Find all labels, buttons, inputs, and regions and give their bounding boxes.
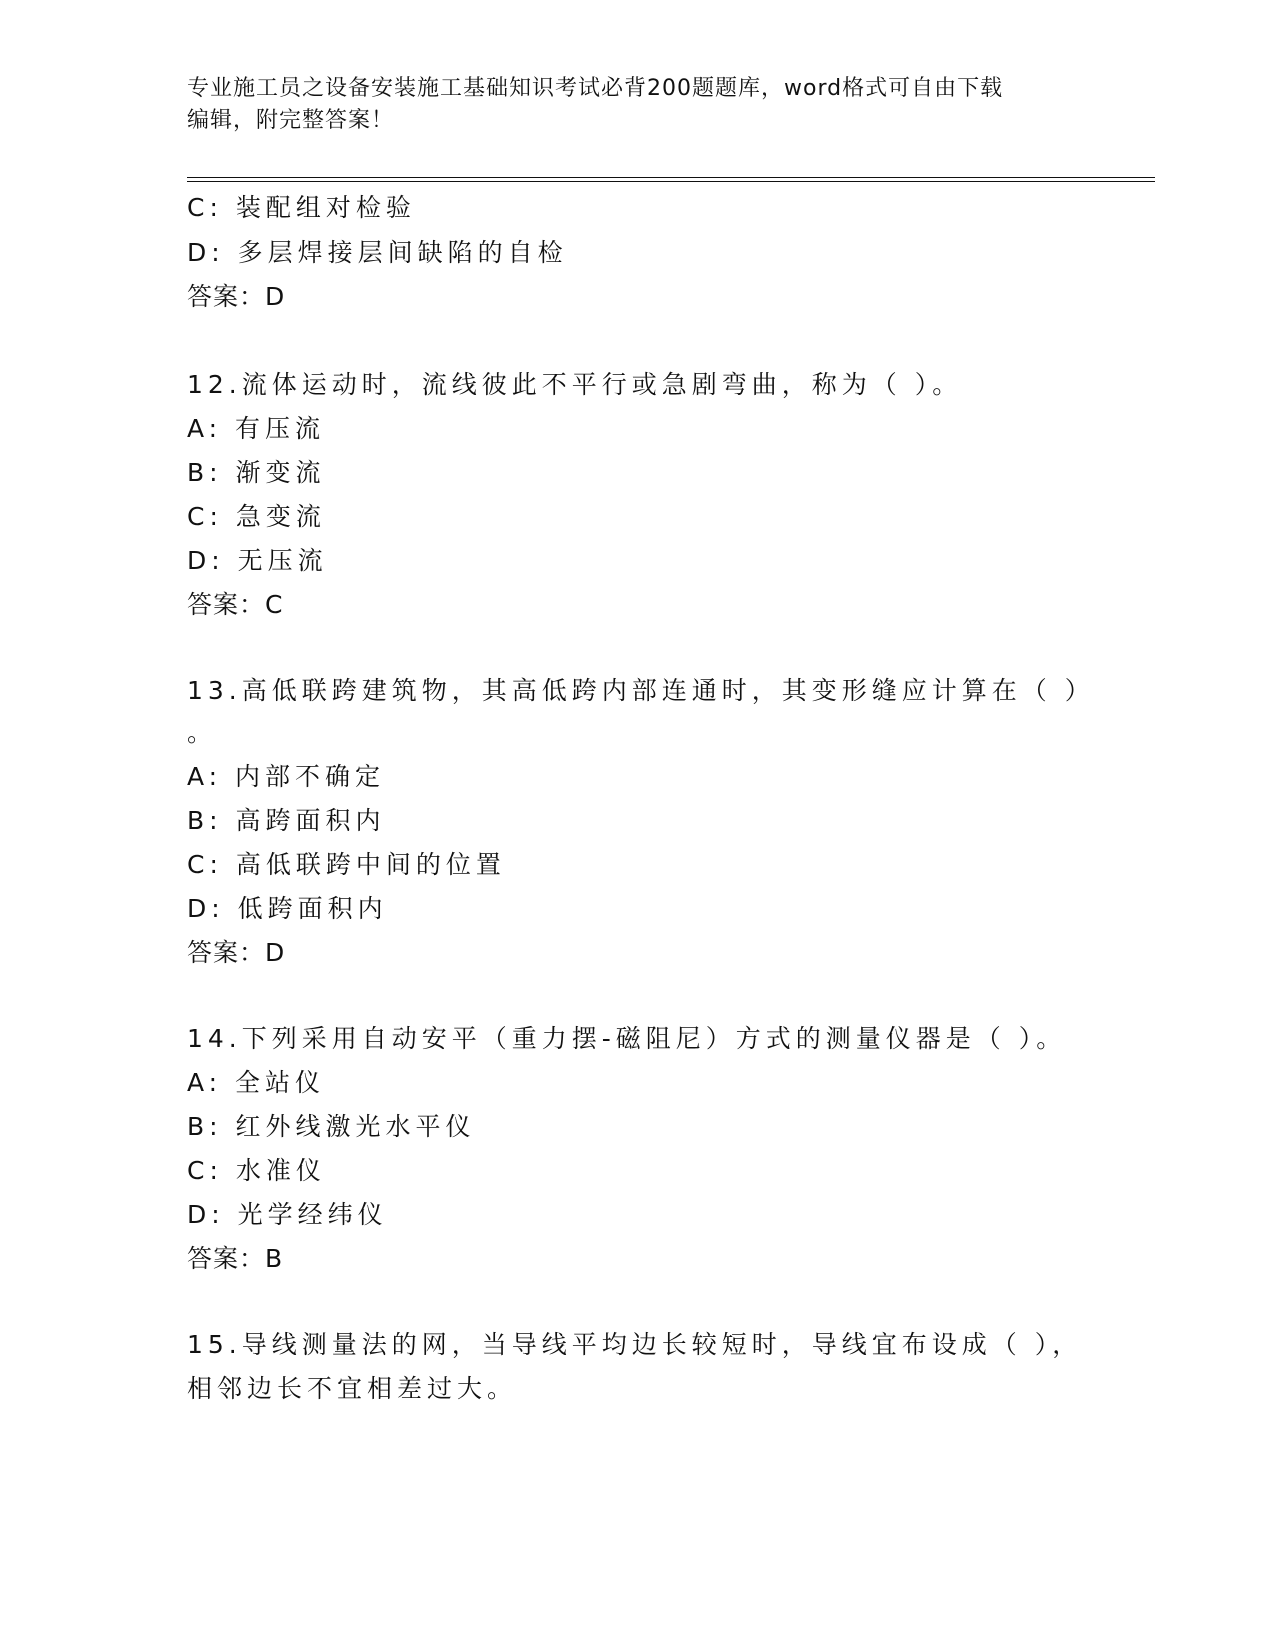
q12-option-c: C: 急变流 xyxy=(187,502,326,531)
q13-option-c: C: 高低联跨中间的位置 xyxy=(187,850,506,879)
q13-question-line-1: 13.高低联跨建筑物，其高低跨内部连通时，其变形缝应计算在（ ） xyxy=(187,676,1095,705)
q15-question-line-1: 15.导线测量法的网，当导线平均边长较短时，导线宜布设成（ ）， xyxy=(187,1330,1083,1359)
header-divider-top xyxy=(187,177,1155,178)
q15-question-line-2: 相邻边长不宜相差过大。 xyxy=(187,1374,518,1403)
q14-option-c: C: 水准仪 xyxy=(187,1156,326,1185)
q11-option-c: C: 装配组对检验 xyxy=(187,193,416,222)
q13-option-b: B: 高跨面积内 xyxy=(187,806,386,835)
q11-option-d: D: 多层焊接层间缺陷的自检 xyxy=(187,238,568,267)
q14-option-a: A: 全站仪 xyxy=(187,1068,326,1097)
q12-option-a: A: 有压流 xyxy=(187,414,326,443)
q14-answer: 答案：B xyxy=(187,1244,284,1273)
q12-option-d: D: 无压流 xyxy=(187,546,328,575)
q13-question-line-2: 。 xyxy=(187,718,218,747)
q14-question: 14.下列采用自动安平（重力摆-磁阻尼）方式的测量仪器是（ ）。 xyxy=(187,1024,1067,1053)
q13-option-d: D: 低跨面积内 xyxy=(187,894,388,923)
q12-question: 12.流体运动时，流线彼此不平行或急剧弯曲，称为（ ）。 xyxy=(187,370,963,399)
header-divider-bottom xyxy=(187,181,1155,182)
q14-option-b: B: 红外线激光水平仪 xyxy=(187,1112,476,1141)
header-line-2: 编辑，附完整答案！ xyxy=(187,108,395,133)
q14-option-d: D: 光学经纬仪 xyxy=(187,1200,388,1229)
q13-option-a: A: 内部不确定 xyxy=(187,762,386,791)
q12-answer: 答案：C xyxy=(187,590,284,619)
q11-answer: 答案：D xyxy=(187,282,286,311)
document-header xyxy=(187,73,1087,137)
header-line-1: 专业施工员之设备安装施工基础知识考试必背200题题库，word格式可自由下载 xyxy=(187,76,1004,101)
q13-answer: 答案：D xyxy=(187,938,286,967)
q12-option-b: B: 渐变流 xyxy=(187,458,326,487)
